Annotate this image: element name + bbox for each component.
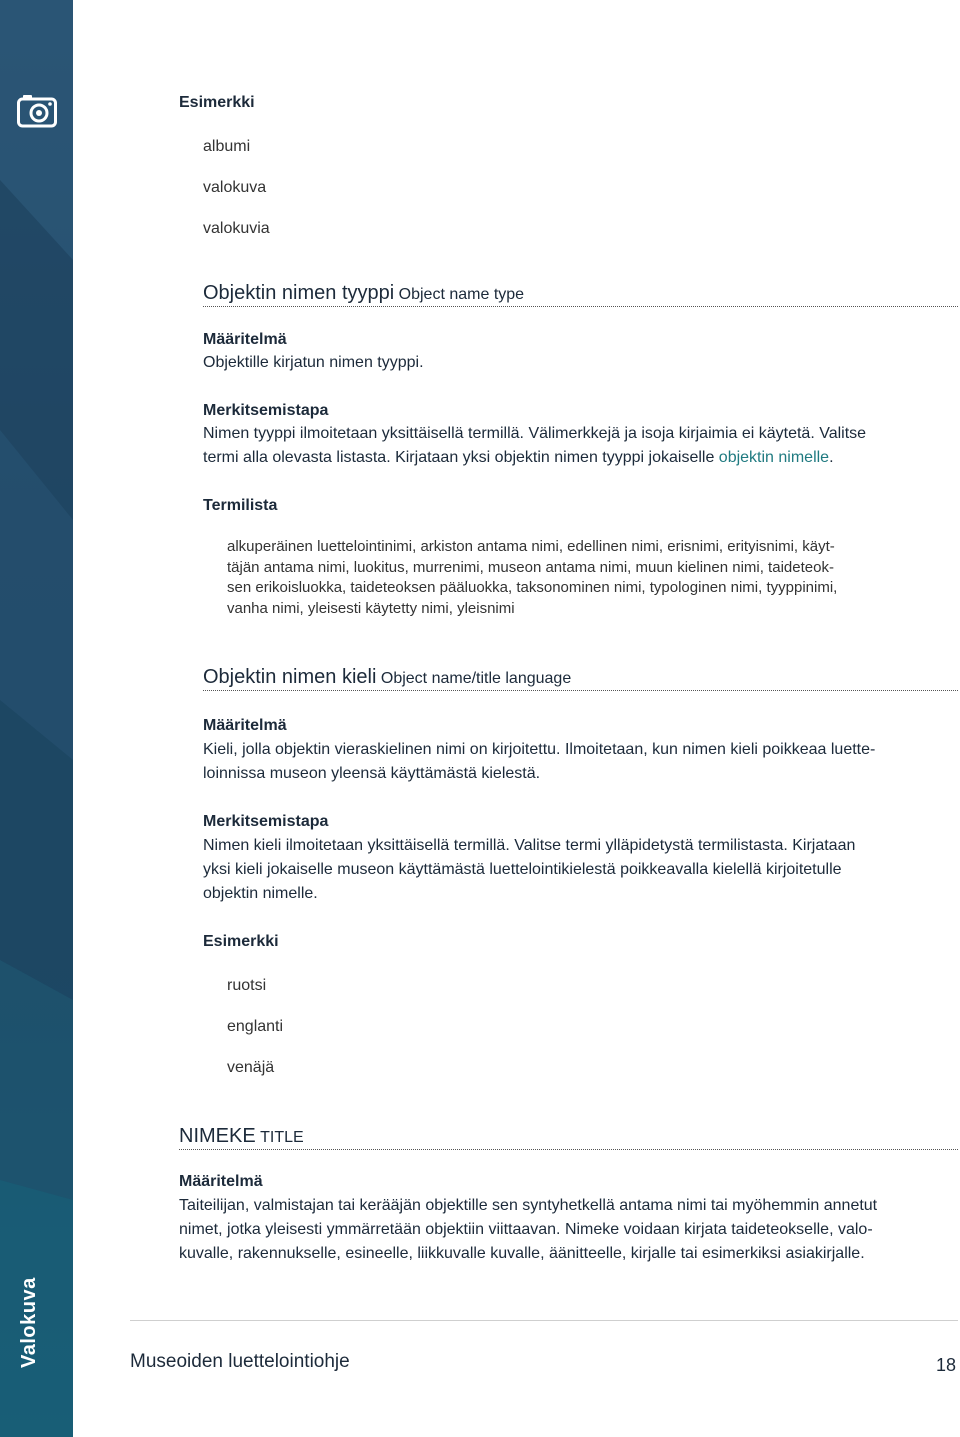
notation-period: .: [829, 449, 834, 466]
example-heading: Esimerkki: [203, 933, 279, 950]
definition-text: Objektille kirjatun nimen tyyppi.: [203, 354, 424, 371]
definition-line: kuvalle, rakennukselle, esineelle, liikkuvalle kuvalle, äänitteelle, kirjalle tai esimerkiksi asiakirjalle.: [179, 1245, 865, 1262]
notation-line: Nimen kieli ilmoitetaan yksittäisellä termillä. Valitse termi ylläpidetystä termilistasta. Kirjataan: [203, 837, 856, 854]
termlist-line: täjän antama nimi, luokitus, murrenimi, museon antama nimi, muun kielinen nimi, taideteok-: [227, 558, 834, 576]
example-item: valokuvia: [203, 220, 270, 237]
example-item: englanti: [227, 1018, 284, 1035]
objektin-nimelle-link[interactable]: objektin nimelle: [718, 449, 830, 466]
section-title: Objektin nimen kieli: [203, 666, 377, 688]
termlist-line: alkuperäinen luettelointinimi, arkiston antama nimi, edellinen nimi, erisnimi, erityisnimi, käyt-: [227, 538, 835, 555]
example-heading: Esimerkki: [179, 94, 255, 111]
termlist-heading: Termilista: [203, 497, 278, 514]
section-subtitle: Object name type: [398, 286, 525, 303]
sidebar-label: Valokuva: [18, 1277, 40, 1368]
termlist-line: vanha nimi, yleisesti käytetty nimi, yleisnimi: [227, 599, 515, 617]
notation-heading: Merkitsemistapa: [203, 813, 329, 830]
notation-line: [203, 446, 958, 470]
notation-line: Nimen tyyppi ilmoitetaan yksittäisellä termillä. Välimerkkejä ja isoja kirjaimia ei käytetä. Valitse: [203, 425, 867, 442]
example-item: ruotsi: [227, 977, 267, 994]
termlist: [227, 537, 958, 619]
definition-heading: Määritelmä: [179, 1173, 263, 1190]
section-title: Objektin nimen tyyppi: [203, 282, 395, 304]
definition-text: [203, 738, 958, 786]
divider: [203, 306, 958, 307]
definition-line: loinnissa museon yleensä käyttämästä kielestä.: [203, 765, 541, 782]
section-subtitle: Object name/title language: [380, 670, 572, 687]
notation-text: [203, 834, 958, 906]
divider: [179, 1149, 958, 1150]
notation-line-text: termi alla olevasta listasta. Kirjataan yksi objektin nimen tyyppi jokaiselle: [203, 449, 719, 466]
footer-title: Museoiden luettelointiohje: [130, 1351, 350, 1372]
section-subtitle: TITLE: [260, 1129, 304, 1146]
sidebar-pattern: [0, 0, 73, 1437]
definition-line: Taiteilijan, valmistajan tai kerääjän objektille sen syntyhetkellä antama nimi tai myöhemmin annetut: [179, 1197, 878, 1214]
example-item: albumi: [203, 138, 251, 155]
footer-divider: [130, 1320, 958, 1321]
notation-line: yksi kieli jokaiselle museon käyttämästä luettelointikielestä poikkeavalla kielellä kirjoitetulle: [203, 861, 842, 878]
definition-line: nimet, jotka yleisesti ymmärretään objektiin viittaavan. Nimeke voidaan kirjata taideteokselle, valo-: [179, 1221, 873, 1238]
camera-icon: [17, 94, 57, 128]
notation-heading: Merkitsemistapa: [203, 402, 329, 419]
definition-text: [179, 1194, 958, 1266]
definition-line: Kieli, jolla objektin vieraskielinen nimi on kirjoitettu. Ilmoitetaan, kun nimen kieli poikkeaa luette-: [203, 741, 876, 758]
example-item: valokuva: [203, 179, 267, 196]
sidebar: [0, 0, 73, 1437]
definition-heading: Määritelmä: [203, 331, 287, 348]
section-heading: [179, 1125, 304, 1148]
page-number: 18: [936, 1355, 957, 1375]
section-title: NIMEKE: [179, 1125, 256, 1147]
notation-text: [203, 422, 958, 470]
termlist-line: sen erikoisluokka, taideteoksen pääluokka, taksonominen nimi, typologinen nimi, tyyppinimi,: [227, 579, 838, 596]
example-item: venäjä: [227, 1059, 275, 1076]
section-heading: [203, 666, 571, 689]
notation-line: objektin nimelle.: [203, 885, 318, 902]
definition-heading: Määritelmä: [203, 717, 287, 734]
section-heading: [203, 282, 524, 305]
divider: [203, 690, 958, 691]
